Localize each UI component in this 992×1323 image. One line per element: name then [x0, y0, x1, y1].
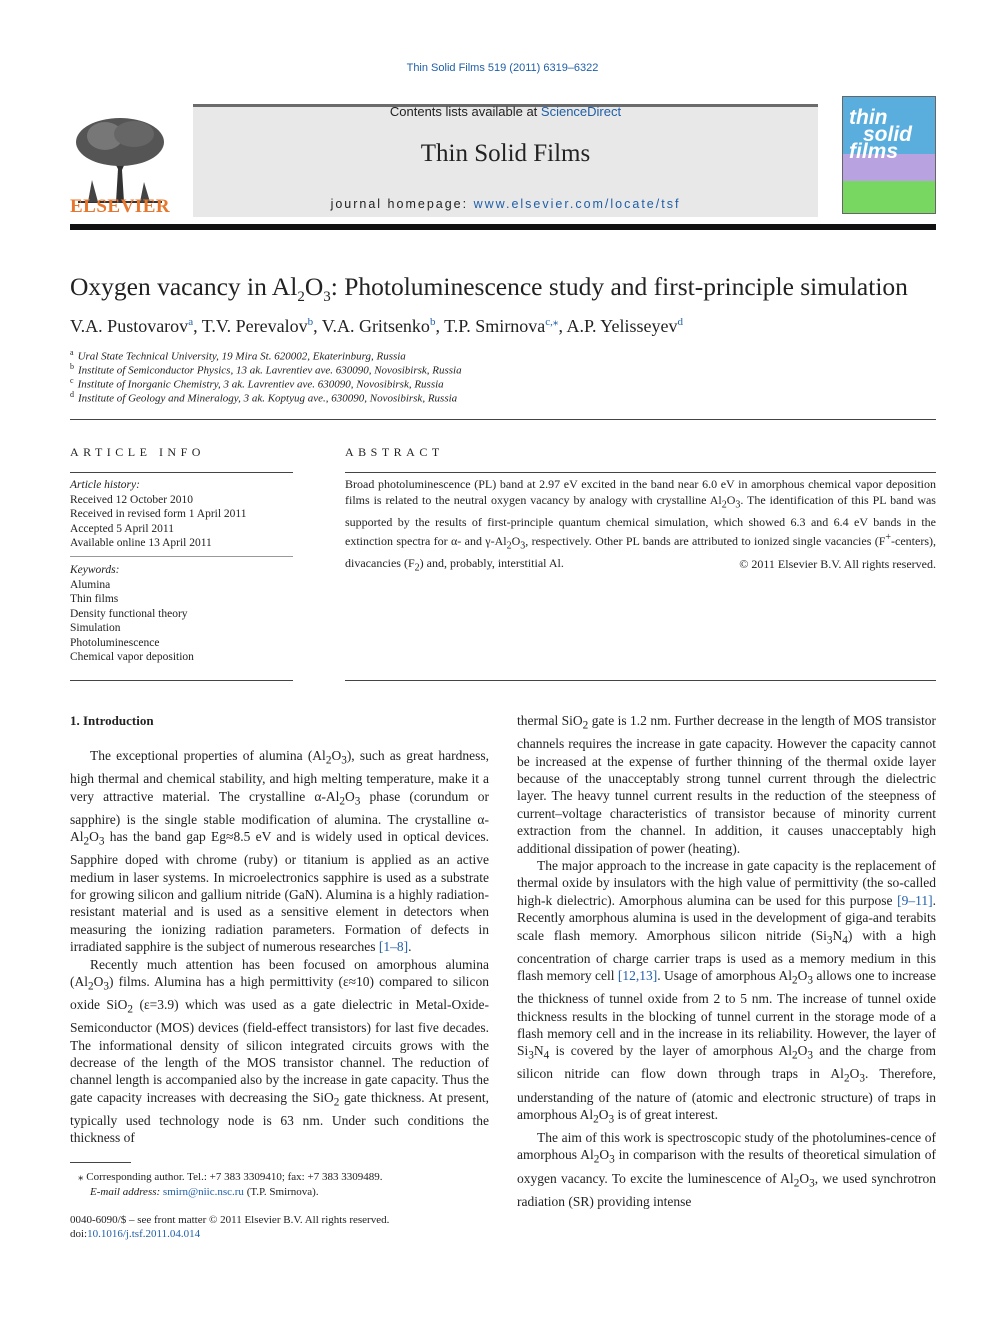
- divider: [70, 472, 293, 473]
- footnote-rule: [70, 1162, 131, 1163]
- abstract-text: Broad photoluminescence (PL) band at 2.97 eV excited in the band near 6.0 eV in amorphous chemical vapor deposition films is related to the neutral oxygen vacancy by analogy with crystalline $Al_2O_3$. The identification of this PL band was supported by the results of first-principle quantum chemical simulation, which showed 6.3 and 6.4 eV bands in the extinction spectra for α- and $\gamma-Al_2O_3$, respectively. Other PL bands are attributed to ionized single vacancies (F+-centers), divacancies $(F_2)$ and, probably, interstitial Al.: [345, 477, 936, 573]
- sciencedirect-link[interactable]: ScienceDirect: [540, 104, 622, 119]
- divider: [70, 419, 936, 420]
- divider: [345, 472, 936, 473]
- abstract-heading: ABSTRACT: [345, 445, 444, 459]
- divider: [70, 680, 293, 681]
- journal-name: Thin Solid Films: [420, 140, 591, 167]
- reference-link[interactable]: [12,13]: [617, 968, 658, 984]
- author-list: V.A. Pustovarov$^a$, T.V. Perevalov$^b$, V.A. Gritsenko$^b$, T.P. Smirnova$^{c,⁎}$, A.P. Yelisseyev$^d$: [70, 316, 683, 336]
- body-column-right: thermal SiO$_2$ gate is 1.2 nm. Further decrease in the length of MOS transistor channels requires the increase in gate capacity. However the capacity cannot be increased at the expense of further thinning of the thermal oxide layer because of the unacceptably strong tunnel current through the dielectric layer. The heavy tunnel current results in the reduction of the steepness of current–voltage characteristics of transistor because of minority current extraction from the channel. In addition, it causes unacceptably high additional dissipation of power (heating). The major approach to the increase in gate capacity is the replacement of thermal oxide by insulators with the high value of permittivity (the so-called high-k dielectric). Amorphous alumina can be used for this purpose [9–11]. Recently amorphous alumina is used in the development of giga-and terabits scale flash memory. Amorphous silicon nitride $(Si_3N_4)$ with a high concentration of charge carrier traps is used as a memory medium in this flash memory cell [12,13]. Usage of amorphous $Al_2O_3$ allows one to increase the thickness of tunnel oxide from 2 to 5 nm. The increase of tunnel oxide thickness results in the blocking of tunnel current in the storage mode of a flash memory cell and in the increase in its reliability. However, the layer of $Si_3N_4$ is covered by the layer of amorphous $Al_2O_3$ and the charge from silicon nitride can flow down through traps in $Al_2O_3$. Therefore, understanding of the nature of (atomic and electronic structure) of traps in amorphous $Al_2O_3$ is of great interest. The aim of this work is spectroscopic study of the photolumines-cence of amorphous $Al_2O_3$ in comparison with the results of theoretical simulation of oxygen vacancy. To excite the luminescence of $Al_2O_3$, we used synchrotron radiation (SR) providing intense: [517, 713, 937, 1209]
- homepage-link[interactable]: www.elsevier.com/locate/tsf: [473, 197, 681, 211]
- section-heading: 1. Introduction: [70, 713, 154, 728]
- journal-citation[interactable]: Thin Solid Films 519 (2011) 6319–6322: [406, 62, 599, 74]
- article-history: Article history: Received 12 October 2010 Received in revised form 1 April 2011 Accepted 5 April 2011 Available online 13 April 2011: [70, 479, 247, 549]
- affiliation: $^c$ Institute of Inorganic Chemistry, 3 ak. Lavrentiev ave. 630090, Novosibirsk, Russia: [70, 376, 444, 391]
- divider: [70, 556, 293, 557]
- reference-link[interactable]: [9–11]: [897, 892, 933, 908]
- email-link[interactable]: smirn@niic.nsc.ru: [162, 1186, 244, 1198]
- cover-title: thin solid films: [849, 106, 913, 163]
- keywords: Keywords: Alumina Thin films Density functional theory Simulation Photoluminescence Chemical vapor deposition: [70, 563, 293, 665]
- author[interactable]: V.A. Pustovarov: [70, 316, 189, 336]
- affiliation: $^a$ Ural State Technical University, 19 Mira St. 620002, Ekaterinburg, Russia: [70, 348, 406, 363]
- author[interactable]: A.P. Yelisseyev: [566, 316, 678, 336]
- publisher-name: ELSEVIER: [70, 196, 171, 217]
- divider: [345, 680, 936, 681]
- header-rule: [70, 224, 936, 230]
- author[interactable]: T.P. Smirnova: [444, 316, 546, 336]
- article-title: Oxygen vacancy in $Al_2O_3$: Photoluminescence study and first-principle simulation: [70, 272, 908, 306]
- body-column-left: The exceptional properties of alumina $(Al_2O_3)$, such as great hardness, high thermal and chemical stability, and high melting temperature, make it a very attractive material. The crystalline $\alpha-Al_2O_3$ phase (corundum or sapphire) is the single stable modification of alumina. The crystalline $\alpha-Al_2O_3$ has the band gap Eg≈8.5 eV and is widely used in optical devices. Sapphire doped with chrome (ruby) or titanium is applied as an active medium in laser systems. In microelectronics sapphire is used as a substrate for growing silicon and gallium nitride (GaN). Alumina is a highly radiation-resistant material and is used as a sensitive element in detectors when measuring the ionizing radiation parameters. Formation of defects in irradiated sapphire is the subject of numerous researches [1–8]. Recently much attention has been focused on amorphous alumina $(Al_2O_3)$ films. Alumina has a high permittivity (ε≈10) compared to silicon oxide SiO$_2$ (ε=3.9) which was used as a gate dielectric in Metal-Oxide-Semiconductor (MOS) devices (field-effect transistors) for last five decades. The informational density of silicon integrated circuits grows with the decrease of the length of the MOS transistor channel. The reduction of channel length is accompanied also by the increase in gate capacity. Thus the gate capacity increases with decreasing the SiO$_2$ gate thickness. At present, typically used technology node is 63 nm. Under such conditions the thickness of: [70, 748, 489, 1146]
- journal-cover-thumbnail: [842, 96, 936, 214]
- author[interactable]: T.V. Perevalov: [201, 316, 308, 336]
- reference-link[interactable]: [1–8]: [378, 939, 409, 955]
- author[interactable]: V.A. Gritsenko: [321, 316, 430, 336]
- keyword: Thin films: [70, 593, 119, 605]
- affiliation: $^d$ Institute of Geology and Mineralogy, 3 ak. Koptyug ave., 630090, Novosibirsk, Russia: [70, 390, 458, 405]
- affiliation: $^b$ Institute of Semiconductor Physics, 13 ak. Lavrentiev ave. 630090, Novosibirsk, Russia: [70, 362, 462, 377]
- contents-line: Contents lists available at ScienceDirect: [389, 104, 622, 119]
- issn-line: 0040-6090/$ – see front matter © 2011 Elsevier B.V. All rights reserved.: [70, 1214, 390, 1226]
- doi-link[interactable]: 10.1016/j.tsf.2011.04.014: [87, 1228, 201, 1240]
- doi-line: doi:10.1016/j.tsf.2011.04.014: [70, 1228, 201, 1240]
- keyword: Alumina: [70, 578, 111, 591]
- article-info-heading: ARTICLE INFO: [70, 445, 205, 459]
- keyword: Photoluminescence: [70, 636, 160, 649]
- email-note: E-mail address: smirn@niic.nsc.ru (T.P. Smirnova).: [90, 1186, 319, 1198]
- corresponding-author-note: ⁎ Corresponding author. Tel.: +7 383 3309410; fax: +7 383 3309489.: [78, 1171, 383, 1183]
- keyword: Chemical vapor deposition: [70, 651, 194, 663]
- copyright-notice: © 2011 Elsevier B.V. All rights reserved.: [739, 557, 936, 571]
- keyword: Simulation: [70, 622, 121, 634]
- journal-homepage: journal homepage: www.elsevier.com/locate/tsf: [330, 197, 681, 211]
- keyword: Density functional theory: [70, 607, 188, 620]
